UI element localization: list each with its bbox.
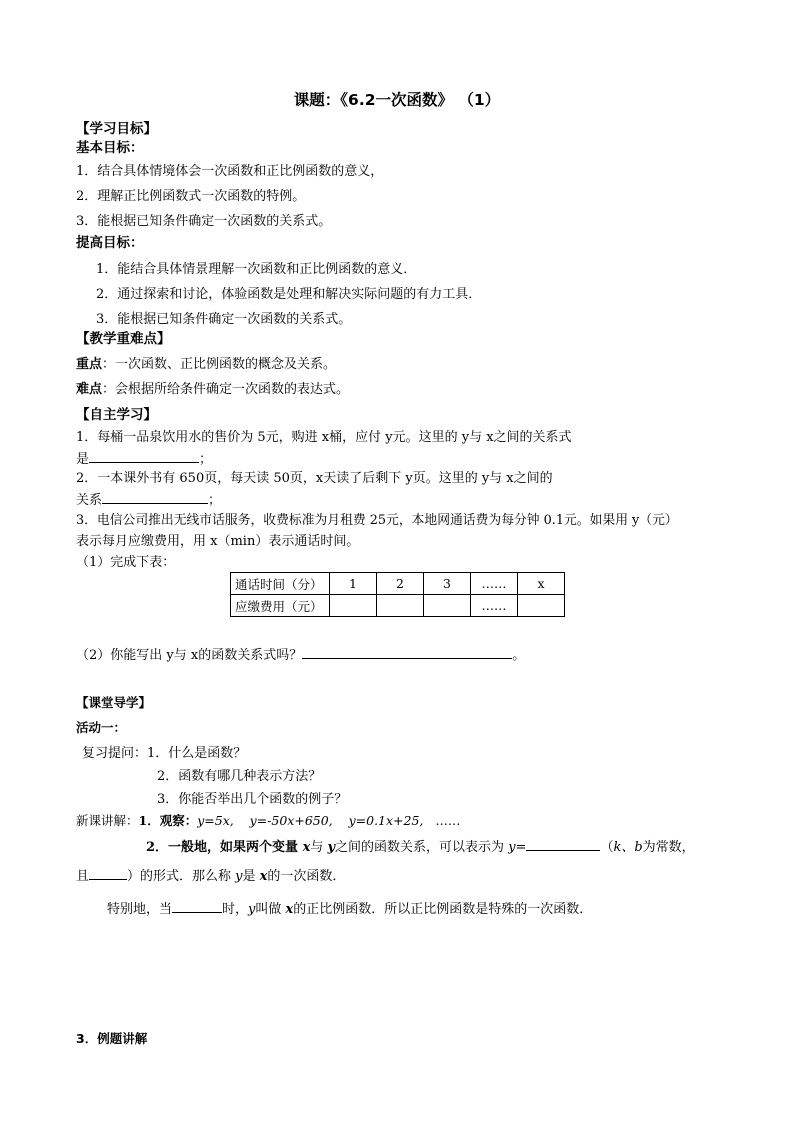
q1-suffix: ； [199, 452, 213, 467]
table-row [231, 573, 565, 595]
def-var-y: y [327, 840, 336, 855]
example-3: y=0.1x+25, [348, 813, 424, 828]
q3-sub2-prefix: （2）你能写出 y与 x的函数关系式吗？ [76, 648, 303, 663]
def2-text: 的一次函数． [267, 869, 346, 884]
review-q2: 2．函数有哪几种表示方法？ [157, 769, 322, 784]
q1-prefix: 是 [76, 452, 90, 467]
new-lesson-label: 新课讲解： [76, 813, 139, 828]
example-2: y=-50x+650, [249, 813, 333, 828]
difficulty-line [76, 381, 349, 399]
focus-label: 重点 [76, 357, 103, 372]
basic-goal-3: 3．能根据已知条件确定一次函数的关系式。 [76, 214, 332, 229]
table-input-cell[interactable] [377, 595, 424, 617]
table-input-cell[interactable] [424, 595, 471, 617]
q2-line2 [76, 490, 221, 510]
difficulty-label: 难点 [76, 382, 103, 397]
difficulty-text: ：会根据所给条件确定一次函数的表达式。 [102, 382, 350, 397]
def-text: 为常数， [642, 840, 695, 855]
special-text: 的正比例函数．所以正比例函数是特殊的一次函数． [293, 902, 593, 917]
observe-label: 1．观察： [138, 813, 198, 828]
q3-answer-blank[interactable] [302, 645, 512, 659]
def-var-x: x [302, 840, 311, 855]
q3-sub1: （1）完成下表： [76, 555, 176, 570]
review-q1: 复习提问：1．什么是函数？ [82, 746, 247, 761]
def-expression-blank[interactable] [526, 837, 600, 851]
definition-line2 [76, 866, 345, 886]
q3-line1: 3．电信公司推出无线市话服务，收费标准为月租费 25元，本地网通话费为每分钟 0.1元。如果用 y（元） [76, 513, 678, 528]
q2-answer-blank[interactable] [102, 490, 208, 504]
table-input-cell[interactable] [330, 595, 377, 617]
def-text: 2．一般地，如果两个变量 [146, 840, 303, 855]
q2-line1: 2．一本课外书有 650页，每天读 50页，x天读了后剩下 y页。这里的 y与 x之间的 [76, 471, 553, 486]
table-cell: x [518, 573, 565, 595]
review-q3: 3．你能否举出几个函数的例子？ [157, 792, 348, 807]
basic-goal-2: 2．理解正比例函数式一次函数的特例。 [76, 189, 306, 204]
goals-heading: 【学习目标】 [76, 121, 157, 137]
q2-suffix: ； [208, 493, 222, 508]
special-text: 时， [222, 902, 249, 917]
q1-line1: 1．每桶一品泉饮用水的售价为 5元，购进 x桶，应付 y元。这里的 y与 x之间的关系式 [76, 430, 572, 445]
activity1-label: 活动一： [76, 720, 127, 735]
table-cell: 1 [330, 573, 377, 595]
page-title: 课题：《6.2一次函数》 （1） [293, 91, 501, 109]
q2-prefix: 关系 [76, 493, 103, 508]
example-heading: 3．例题讲解 [76, 1031, 148, 1046]
def2-text: 且 [76, 869, 90, 884]
def2-var-x: x [259, 869, 268, 884]
observe-line [76, 812, 460, 830]
special-condition-blank[interactable] [172, 899, 222, 913]
fee-table [230, 572, 565, 617]
table-cell: 3 [424, 573, 471, 595]
example-ellipsis: …… [435, 813, 461, 828]
def2-var-y: y [235, 869, 243, 884]
special-var-y: y [248, 902, 256, 917]
special-var-x: x [285, 902, 294, 917]
def-text: 之间的函数关系，可以表示为 [335, 840, 509, 855]
advanced-goal-2: 2．通过探索和讨论，体验函数是处理和解决实际问题的有力工具． [96, 287, 482, 302]
table-cell: …… [471, 573, 518, 595]
def-constants: k、b [613, 840, 643, 855]
special-text: 叫做 [255, 902, 286, 917]
self-study-heading: 【自主学习】 [76, 407, 157, 423]
basic-goals-heading: 基本目标： [76, 140, 144, 156]
table-row [231, 595, 565, 617]
table-input-cell[interactable] [518, 595, 565, 617]
q1-answer-blank[interactable] [89, 449, 199, 463]
def-equation: y= [508, 840, 527, 855]
definition-line1 [146, 837, 695, 857]
table-cell: 通话时间（分） [231, 573, 330, 595]
table-cell: 应缴费用（元） [231, 595, 330, 617]
special-case-line [107, 899, 592, 919]
key-points-heading: 【教学重难点】 [76, 331, 171, 347]
focus-text: ：一次函数、正比例函数的概念及关系。 [102, 357, 337, 372]
focus-line [76, 356, 336, 374]
q3-sub2 [76, 645, 525, 665]
def2-text: ）的形式．那么称 [127, 869, 236, 884]
advanced-goal-3: 3．能根据已知条件确定一次函数的关系式。 [96, 312, 352, 327]
q3-sub2-suffix: 。 [512, 648, 526, 663]
example-1: y=5x, [197, 813, 234, 828]
basic-goal-1: 1．结合具体情境体会一次函数和正比例函数的意义， [76, 164, 384, 179]
def2-text: 是 [242, 869, 260, 884]
special-text: 特别地，当 [107, 902, 173, 917]
table-cell: 2 [377, 573, 424, 595]
table-cell: …… [471, 595, 518, 617]
advanced-goal-1: 1．能结合具体情景理解一次函数和正比例函数的意义． [96, 262, 417, 277]
class-guide-heading: 【课堂导学】 [76, 695, 152, 710]
advanced-goals-heading: 提高目标： [76, 235, 144, 251]
q3-line2: 表示每月应缴费用，用 x（min）表示通话时间。 [76, 534, 360, 549]
q1-line2 [76, 449, 212, 469]
def-text: （ [600, 840, 614, 855]
def2-condition-blank[interactable] [89, 866, 127, 880]
def-text: 与 [310, 840, 328, 855]
